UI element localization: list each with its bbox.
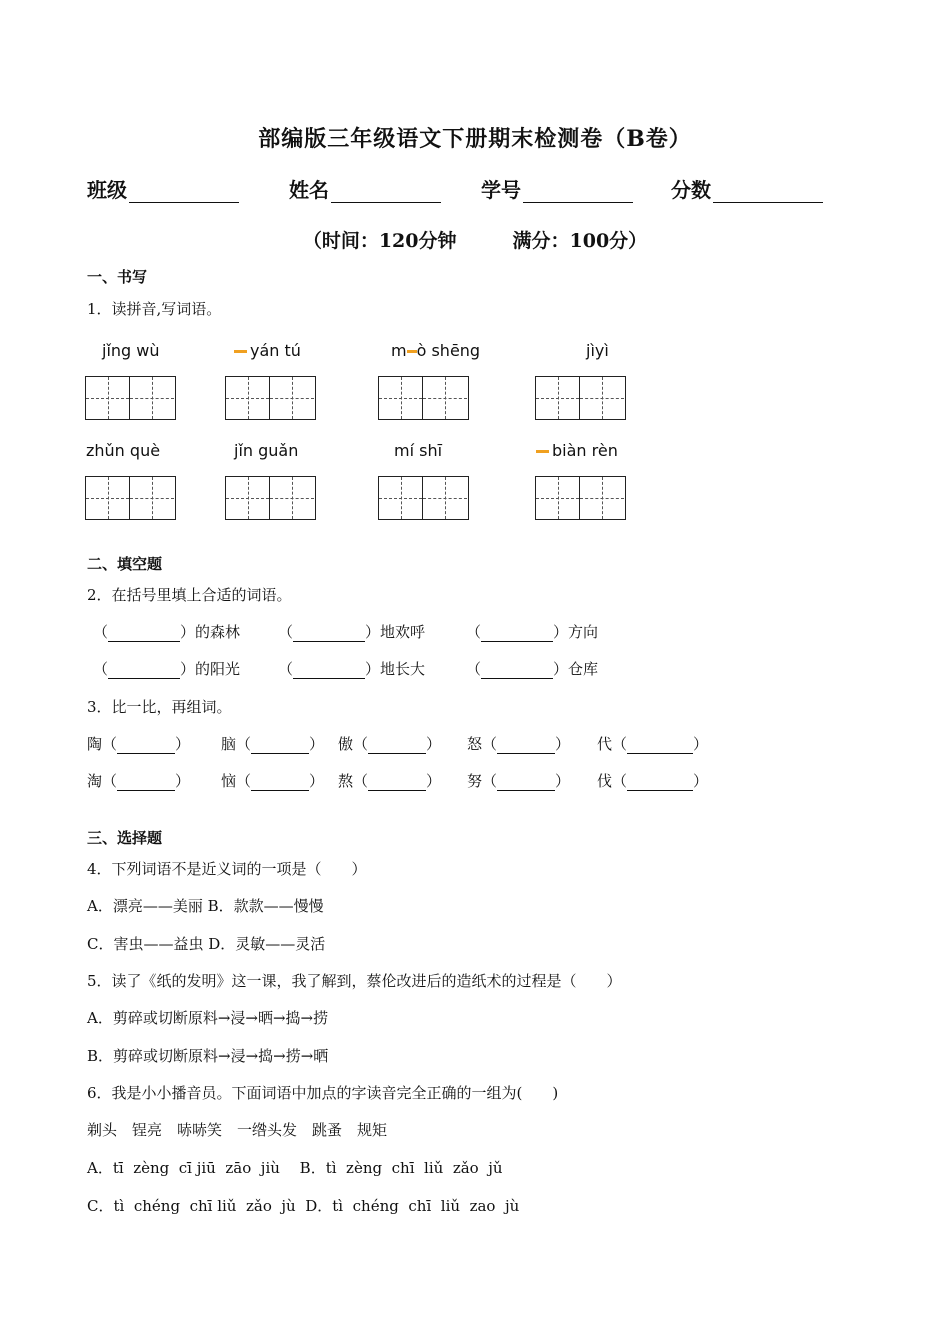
time-limit: （时间：120分钟 bbox=[302, 230, 457, 252]
compare-item[interactable]: 代（ ） bbox=[597, 735, 709, 753]
blank-line[interactable] bbox=[293, 664, 365, 679]
blank-line[interactable] bbox=[497, 776, 555, 791]
blank-line[interactable] bbox=[117, 776, 175, 791]
blank-line[interactable] bbox=[108, 664, 180, 679]
compare-item[interactable]: 恼（ ） bbox=[221, 772, 325, 790]
q4-options-cd[interactable]: C．害虫——益虫 D．灵敏——灵活 bbox=[87, 935, 326, 953]
pinyin-jiyi: jìyì bbox=[586, 341, 609, 360]
fill-item[interactable]: （ ）地欢呼 bbox=[278, 623, 426, 641]
blank-line[interactable] bbox=[368, 776, 426, 791]
score-line bbox=[713, 182, 823, 203]
page-title: 部编版三年级语文下册期末检测卷（B卷） bbox=[258, 126, 692, 152]
pinyin-jinguan: jǐn guǎn bbox=[234, 441, 299, 460]
writing-grid[interactable] bbox=[85, 476, 176, 520]
q5-option-b[interactable]: B．剪碎或切断原料→浸→捣→捞→晒 bbox=[87, 1047, 329, 1065]
question-2: 2．在括号里填上合适的词语。 bbox=[87, 586, 292, 604]
score-label: 分数 bbox=[671, 178, 711, 202]
class-label: 班级 bbox=[87, 178, 127, 202]
blank-line[interactable] bbox=[251, 739, 309, 754]
q6-words: 剃头 锃亮 哧哧笑 一绺头发 跳蚤 规矩 bbox=[87, 1121, 388, 1139]
writing-grid[interactable] bbox=[535, 476, 626, 520]
compare-item[interactable]: 怒（ ） bbox=[467, 735, 571, 753]
student-id-line bbox=[523, 182, 633, 203]
q4-options-ab[interactable]: A．漂亮——美丽 B．款款——慢慢 bbox=[87, 897, 324, 915]
writing-grid[interactable] bbox=[378, 476, 469, 520]
exam-info bbox=[0, 226, 950, 253]
pinyin-mosheng: m ò shēng bbox=[391, 341, 481, 360]
blank-line[interactable] bbox=[627, 739, 693, 754]
highlight-mark-icon bbox=[407, 350, 417, 353]
class-field[interactable] bbox=[87, 174, 239, 203]
name-label: 姓名 bbox=[289, 178, 329, 202]
writing-grid[interactable] bbox=[378, 376, 469, 420]
pinyin-yantu: yán tú bbox=[234, 341, 301, 360]
fill-item[interactable]: （ ）方向 bbox=[466, 623, 599, 641]
blank-line[interactable] bbox=[481, 664, 553, 679]
fill-item[interactable]: （ ）地长大 bbox=[278, 660, 426, 678]
compare-item[interactable]: 淘（ ） bbox=[87, 772, 191, 790]
compare-item[interactable]: 傲（ ） bbox=[338, 735, 442, 753]
blank-line[interactable] bbox=[497, 739, 555, 754]
pinyin-mishi: mí shī bbox=[394, 441, 443, 460]
pinyin-jingwu: jǐng wù bbox=[102, 341, 160, 360]
question-5: 5．读了《纸的发明》这一课，我了解到，蔡伦改进后的造纸术的过程是（ ） bbox=[87, 972, 622, 990]
writing-grid[interactable] bbox=[85, 376, 176, 420]
full-score: 满分：100分） bbox=[512, 230, 648, 252]
blank-line[interactable] bbox=[117, 739, 175, 754]
section2-heading: 二、填空题 bbox=[87, 555, 163, 573]
question-3: 3．比一比，再组词。 bbox=[87, 698, 232, 716]
writing-grid[interactable] bbox=[535, 376, 626, 420]
fill-item[interactable]: （ ）仓库 bbox=[466, 660, 599, 678]
q6-options-ab[interactable]: A．tī zèng cī jiū zāo jiù B．tì zèng chī liǔ zǎo jǔ bbox=[87, 1159, 503, 1177]
section3-heading: 三、选择题 bbox=[87, 829, 163, 847]
section1-heading: 一、书写 bbox=[87, 268, 148, 286]
compare-item[interactable]: 努（ ） bbox=[467, 772, 571, 790]
student-id-field[interactable] bbox=[481, 174, 633, 203]
compare-item[interactable]: 熬（ ） bbox=[338, 772, 442, 790]
blank-line[interactable] bbox=[293, 627, 365, 642]
blank-line[interactable] bbox=[481, 627, 553, 642]
fill-item[interactable]: （ ）的森林 bbox=[93, 623, 241, 641]
score-field[interactable] bbox=[671, 174, 823, 203]
fill-item[interactable]: （ ）的阳光 bbox=[93, 660, 241, 678]
writing-grid[interactable] bbox=[225, 476, 316, 520]
q6-options-cd[interactable]: C．tì chéng chī liǔ zǎo jù D．tì chéng chī liǔ zao jù bbox=[87, 1197, 520, 1215]
compare-item[interactable]: 陶（ ） bbox=[87, 735, 191, 753]
name-line bbox=[331, 182, 441, 203]
q5-option-a[interactable]: A．剪碎或切断原料→浸→晒→捣→捞 bbox=[87, 1009, 329, 1027]
compare-item[interactable]: 伐（ ） bbox=[597, 772, 709, 790]
pinyin-zhunque: zhǔn què bbox=[86, 441, 161, 460]
blank-line[interactable] bbox=[251, 776, 309, 791]
blank-line[interactable] bbox=[627, 776, 693, 791]
name-field[interactable] bbox=[289, 174, 441, 203]
student-id-label: 学号 bbox=[481, 178, 521, 202]
highlight-mark-icon bbox=[536, 450, 549, 453]
highlight-mark-icon bbox=[234, 350, 247, 353]
pinyin-bianren: biàn rèn bbox=[536, 441, 618, 460]
class-line bbox=[129, 182, 239, 203]
blank-line[interactable] bbox=[368, 739, 426, 754]
compare-item[interactable]: 脑（ ） bbox=[221, 735, 325, 753]
question-6: 6．我是小小播音员。下面词语中加点的字读音完全正确的一组为( ) bbox=[87, 1084, 559, 1102]
writing-grid[interactable] bbox=[225, 376, 316, 420]
question-1: 1．读拼音,写词语。 bbox=[87, 300, 222, 318]
question-4: 4．下列词语不是近义词的一项是（ ） bbox=[87, 860, 367, 878]
blank-line[interactable] bbox=[108, 627, 180, 642]
